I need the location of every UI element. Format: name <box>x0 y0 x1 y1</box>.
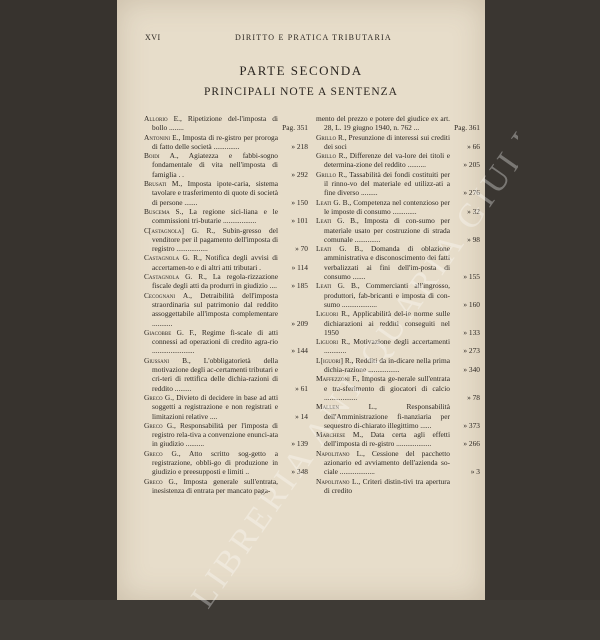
entry-author: Grillo R., <box>316 169 348 179</box>
index-entry <box>144 421 308 449</box>
entry-author: Marchese M., <box>316 430 364 440</box>
entry-author: Napolitano L., <box>316 448 365 458</box>
entry-author: Leati G. B., <box>316 244 363 254</box>
entry-page-number: Pag. 361 <box>454 123 480 133</box>
entry-title: Applicabilità del-le norme sulle dichiarazioni ai redditi conseguiti nel 1950 <box>324 309 450 337</box>
entry-author: Liguori R., <box>316 309 350 319</box>
index-entry <box>316 151 480 170</box>
index-entry <box>144 291 308 328</box>
entry-page-number: » 61 <box>295 383 308 393</box>
entry-title: Redditi da in-dicare nella prima dichia-razione ................. <box>324 355 450 375</box>
entry-page-number: » 218 <box>291 141 308 151</box>
part-title: PARTE SECONDA <box>239 63 363 78</box>
entry-author: L[iguori] R., <box>316 355 354 365</box>
entry-title: mento del prezzo e potere del giudice ex art. 28, L. 19 giugno 1940, n. 762 ... <box>316 114 450 133</box>
entry-title: Presunzione di interessi sui crediti dei soci <box>324 132 450 151</box>
entry-page-number: » 348 <box>291 467 308 477</box>
entry-title: Imposta generale sull'entrata, inesistenza di entrata per mancato paga- <box>152 476 278 495</box>
entry-page-number: » 266 <box>463 439 480 449</box>
entry-author: Castagnola G. R., <box>144 253 202 263</box>
entry-page-number: » 139 <box>291 439 308 449</box>
entry-title: Ripetizione del-l'imposta di bollo ........ <box>152 114 278 133</box>
entry-title: Responsabilità dell'Amministrazione fi-nanziaria per sequestro di-chiarato illegittimo ...... <box>324 402 450 430</box>
index-entry <box>144 328 308 356</box>
entry-title: Imposta di re-gistro per proroga di fatto delle società .............. <box>152 132 278 151</box>
entry-page-number: » 273 <box>463 346 480 356</box>
entry-page-number: » 133 <box>463 327 480 337</box>
entry-author: Grillo R., <box>316 151 348 161</box>
index-entry <box>144 151 308 179</box>
entry-author: Grillo R., <box>316 132 347 142</box>
index-entry <box>144 449 308 477</box>
entry-author: Boidi A., <box>144 151 179 161</box>
entry-title: Tassabilità dei fondi costituiti per il rinno-vo del materiale ed utilizz-ati a fine diverso ......... <box>324 169 451 198</box>
entry-author: Mallen L., <box>316 402 377 412</box>
index-entry <box>316 402 480 430</box>
entry-title: Subin-gresso del venditore per il pagamento dell'imposta di registro ................. <box>152 225 278 254</box>
entry-page-number: » 340 <box>463 365 480 375</box>
entry-title: Imposta ipote-caria, sistema tavolare e trasferimento di quote di società di persone ....... <box>152 179 279 207</box>
entry-author: Antonini E., <box>144 132 181 142</box>
entry-page-number: » 209 <box>291 318 308 328</box>
index-entry <box>316 281 480 309</box>
index-entry <box>316 477 480 496</box>
entry-author: Castagnola G. R., <box>144 272 207 282</box>
index-entry <box>144 114 308 133</box>
entry-author: Maffezzoni F., <box>316 374 360 384</box>
entry-title: Criteri distin-tivi tra apertura di credito <box>324 476 450 495</box>
entry-author: Greco G., <box>144 476 178 486</box>
index-entry <box>144 179 308 207</box>
entry-page-number: » 185 <box>291 281 308 291</box>
entry-author: Buscema S., <box>144 206 184 216</box>
entry-title: Differenze del va-lore dei titoli e determina-zione del reddito .......... <box>324 151 450 170</box>
entry-title: Atto scritto sog-getto a registrazione, obbli-go di produzione in giudizio e preesupposti e limiti .. <box>152 448 278 477</box>
entry-author: Liguori R., <box>316 337 351 347</box>
entry-author: Giacobbe G. F., <box>144 327 197 337</box>
entry-title: Cessione del pacchetto azionario ed avviamento dell'azienda so-ciale ................... <box>324 448 450 477</box>
entry-page-number: » 150 <box>291 197 308 207</box>
index-entry <box>144 393 308 421</box>
page-number: XVI <box>145 33 161 42</box>
index-entry <box>144 207 308 226</box>
entry-title: Detraibilità dell'imposta straordinaria sul patrimonio dal reddito assoggettabile all'imposta complementare ........... <box>152 290 278 328</box>
entry-author: Leati G. B., <box>316 281 360 291</box>
entry-title: Commercianti all'ingrosso, produttori, fab-bricanti e imposta di con-sumo ................... <box>324 281 450 309</box>
entry-author: Greco G., <box>144 392 174 402</box>
entry-title: La regione sici-liana e le commissioni tri-butarie .................. <box>152 206 278 226</box>
entry-page-number: » 98 <box>467 234 480 244</box>
entry-author: Brusati M., <box>144 179 183 189</box>
entry-title: Motivazione degli accertamenti ............ <box>324 337 450 356</box>
entry-author: Leati G. B., <box>316 197 352 207</box>
index-entry <box>144 253 308 272</box>
running-title: DIRITTO E PRATICA TRIBUTARIA <box>235 33 392 42</box>
entry-title: Notifica degli avvisi di accertamen-to e di altri atti tributari . <box>152 253 278 272</box>
index-entry <box>316 309 480 337</box>
entry-page-number: » 373 <box>463 420 480 430</box>
entry-page-number: » 292 <box>291 169 308 179</box>
entry-page-number: » 14 <box>295 411 308 421</box>
entry-page-number: » 78 <box>467 392 480 402</box>
entry-author: Cecognani A., <box>144 290 192 300</box>
index-entry <box>316 356 480 375</box>
entry-page-number: » 3 <box>470 467 480 477</box>
entry-title: Agiatezza e fabbi-sogno fondamentale di vita nell'imposta di famiglia . . <box>152 151 278 179</box>
entry-title: Data certa agli effetti dell'imposta di re-gistro ................... <box>324 430 450 449</box>
entry-page-number: » 276 <box>463 188 480 198</box>
entry-page-number: » 205 <box>463 160 480 170</box>
entry-page-number: » 114 <box>291 262 308 272</box>
book-edge-left <box>0 0 117 600</box>
entry-title: Competenza nel contenzioso per le imposte di consumo ............. <box>324 197 450 216</box>
entry-page-number: » 70 <box>295 244 308 254</box>
entry-page-number: » 160 <box>463 299 480 309</box>
index-entry <box>316 244 480 281</box>
entry-page-number: » 155 <box>463 272 480 282</box>
entry-page-number: » 144 <box>291 346 308 356</box>
watermark-text: LIBRERIA ANTIQUARIA GIULIO <box>184 99 518 615</box>
index-entry <box>316 449 480 477</box>
index-entry <box>316 198 480 217</box>
entry-page-number: » 32 <box>467 206 480 216</box>
entry-author: C[astagnola] G. R., <box>144 225 216 235</box>
entry-title: Imposta di con-sumo per materiale usato per costruzione di strada comunale .............. <box>324 216 450 244</box>
index-column-right <box>316 114 480 495</box>
entry-title: L'obbligatorietà della motivazione degli ac-certamenti tributari e cri-teri di rettifica delle dichia-razioni di reddito ......... <box>152 355 278 393</box>
entry-page-number: Pag. 351 <box>282 123 308 133</box>
index-entry <box>316 216 480 244</box>
book-page <box>117 0 485 600</box>
entry-title: Imposta ge-nerale sull'entrata e tra-sferimento di giocatori di calcio .................. <box>324 374 450 402</box>
index-entry <box>144 226 308 254</box>
index-entry <box>316 374 480 402</box>
section-title: PRINCIPALI NOTE A SENTENZA <box>204 86 398 98</box>
entry-author: Giussani B., <box>144 355 191 365</box>
entry-page-number: » 66 <box>467 141 480 151</box>
entry-author: Leati G. B., <box>316 216 359 226</box>
index-entry <box>316 133 480 152</box>
index-column-left <box>144 114 308 495</box>
index-entry <box>316 114 480 133</box>
index-entry <box>316 170 480 198</box>
book-edge-right <box>485 0 600 600</box>
index-entry <box>144 356 308 393</box>
index-entry <box>316 337 480 356</box>
entry-author: Napolitano L., <box>316 476 361 486</box>
entry-title: Regime fi-scale di atti connessi ad operazioni di credito agra-rio ....................... <box>152 327 278 356</box>
entry-author: Greco G., <box>144 448 181 458</box>
index-entry <box>144 272 308 291</box>
entry-author: Greco G., <box>144 420 176 430</box>
entry-title: Divieto di decidere in base ad atti soggetti a registrazione e non registrati e limitazioni relative .... <box>152 392 278 421</box>
entry-page-number: » 101 <box>291 216 308 226</box>
index-entry <box>144 133 308 152</box>
entry-title: Domanda di oblazione amministrativa e disconoscimento dei fatti verbalizzati ai fini dell'im-posta di consumo ....... <box>324 244 450 282</box>
index-entry <box>316 430 480 449</box>
index-entry <box>144 477 308 496</box>
entry-author: Allorio E., <box>144 114 182 123</box>
entry-title: Responsabilità per l'imposta di registro rela-tiva a convenzione enunci-ata in giudizio .......... <box>152 420 278 449</box>
entry-title: La regola-rizzazione fiscale degli atti da produrri in giudizio .... <box>152 272 278 291</box>
